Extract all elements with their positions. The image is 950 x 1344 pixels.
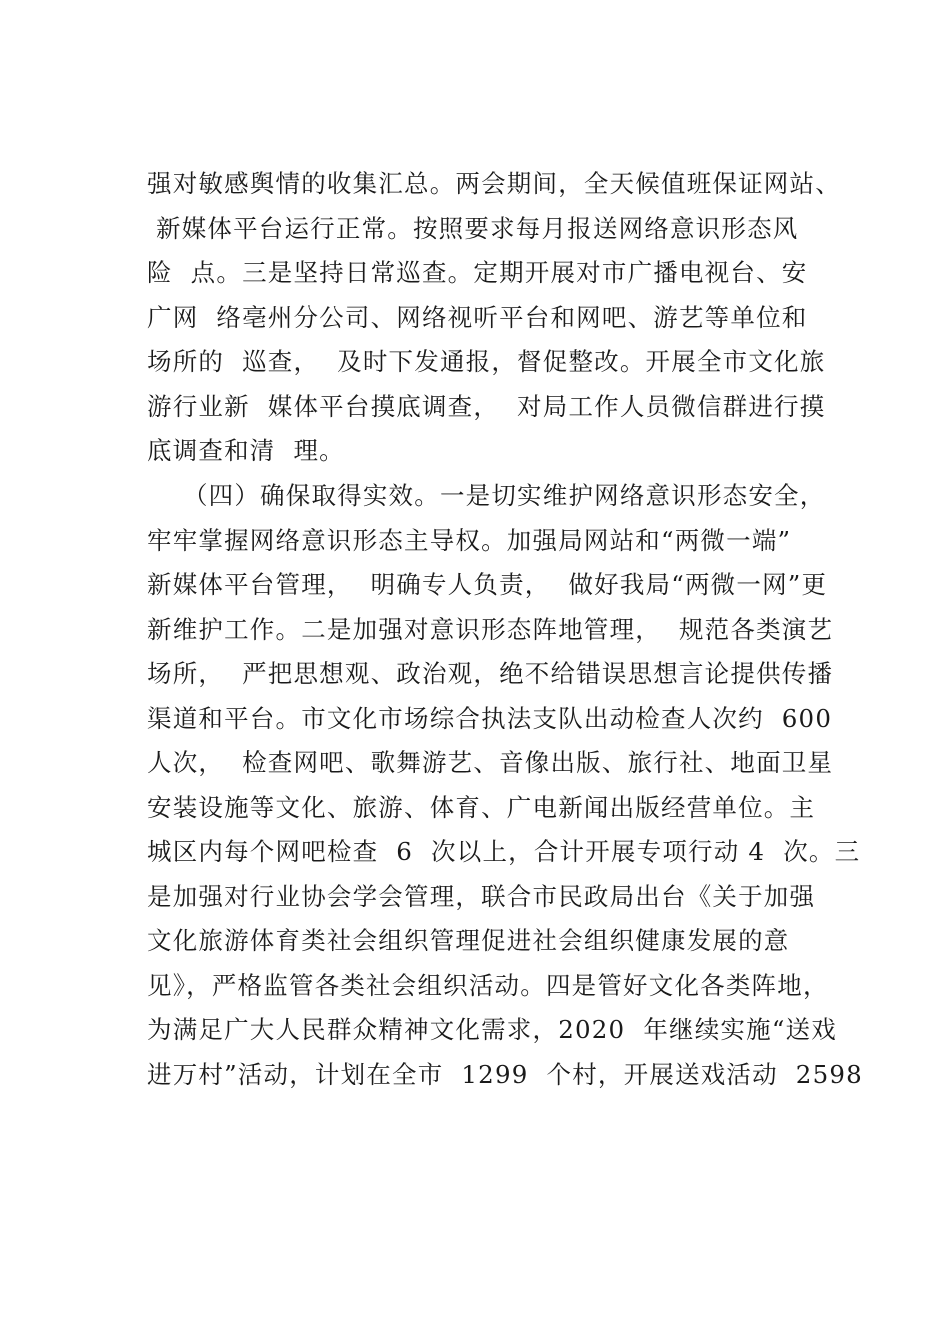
text-line: 城区内每个网吧检查 6 次以上，合计开展专项行动 4 次。三 xyxy=(147,837,861,866)
text-line: 见》，严格监管各类社会组织活动。四是管好文化各类阵地， xyxy=(147,970,829,1000)
text-line: 强对敏感舆情的收集汇总。两会期间，全天候值班保证网站、 xyxy=(147,169,841,198)
text-line: 游行业新 媒体平台摸底调查， 对局工作人员微信群进行摸 xyxy=(147,391,826,421)
text-line: 场所， 严把思想观、政治观，绝不给错误思想言论提供传播 xyxy=(147,659,834,688)
text-line: 牢牢掌握网络意识形态主导权。加强局网站和“两微一端” xyxy=(147,525,792,555)
text-line: （四）确保取得实效。一是切实维护网络意识形态安全， xyxy=(147,481,826,510)
paragraph-section-four xyxy=(147,474,863,1097)
paragraph-continued xyxy=(147,162,841,474)
text-line: 安装设施等文化、旅游、体育、广电新闻出版经营单位。主 xyxy=(147,792,816,822)
text-line: 险 点。三是坚持日常巡查。定期开展对市广播电视台、安 xyxy=(147,258,808,287)
text-line: 进万村”活动，计划在全市 1299 个村，开展送戏活动 2598 xyxy=(147,1059,863,1089)
text-line: 新媒体平台运行正常。按照要求每月报送网络意识形态风 xyxy=(147,213,799,243)
text-line: 是加强对行业协会学会管理，联合市民政局出台《关于加强 xyxy=(147,881,816,911)
text-line: 广网 络亳州分公司、网络视听平台和网吧、游艺等单位和 xyxy=(147,302,808,332)
text-line: 人次， 检查网吧、歌舞游艺、音像出版、旅行社、地面卫星 xyxy=(147,748,834,777)
text-line: 新维护工作。二是加强对意识形态阵地管理， 规范各类演艺 xyxy=(147,614,834,644)
text-line: 底调查和清 理。 xyxy=(147,436,345,465)
text-line: 为满足广大人民群众精神文化需求，2020 年继续实施“送戏 xyxy=(147,1015,837,1044)
text-line: 新媒体平台管理， 明确专人负责， 做好我局“两微一网”更 xyxy=(147,570,828,599)
text-line: 文化旅游体育类社会组织管理促进社会组织健康发展的意 xyxy=(147,926,790,955)
text-line: 场所的 巡查， 及时下发通报，督促整改。开展全市文化旅 xyxy=(147,347,826,376)
text-line: 渠道和平台。市文化市场综合执法支队出动检查人次约 600 xyxy=(147,703,833,733)
